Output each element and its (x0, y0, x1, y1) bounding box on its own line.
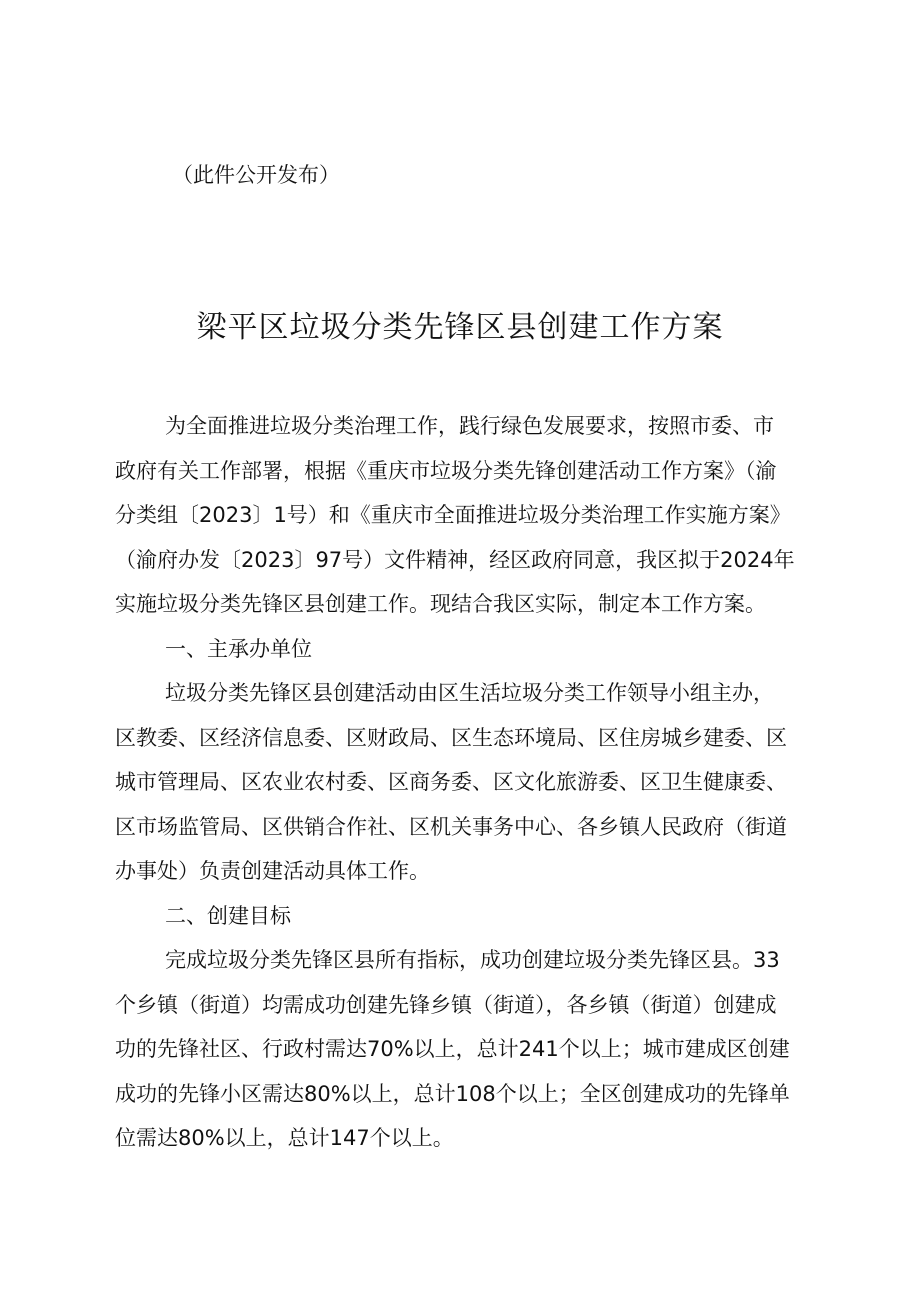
paragraph-goals-line: 功的先锋社区、行政村需达70%以上，总计241个以上；城市建成区创建 (115, 1037, 790, 1061)
paragraph-organizers-line: 区教委、区经济信息委、区财政局、区生态环境局、区住房城乡建委、区 (115, 725, 787, 750)
paragraph-goals-line: 个乡镇（街道）均需成功创建先锋乡镇（街道），各乡镇（街道）创建成 (115, 992, 777, 1017)
paragraph-goals-line: 成功的先锋小区需达80%以上，总计108个以上；全区创建成功的先锋单 (115, 1081, 790, 1106)
document-body (115, 404, 815, 1161)
paragraph-organizers-line: 办事处）负责创建活动具体工作。 (115, 859, 430, 883)
paragraph-intro-line: （渝府办发〔2023〕97号）文件精神，经区政府同意，我区拟于2024年 (115, 547, 795, 572)
publication-notice: （此件公开发布） (172, 163, 340, 187)
document-title: 梁平区垃圾分类先锋区县创建工作方案 (196, 310, 724, 345)
paragraph-organizers-line: 区市场监管局、区供销合作社、区机关事务中心、各乡镇人民政府（街道 (115, 814, 787, 839)
paragraph-intro-line: 分类组〔2023〕1号）和《重庆市全面推进垃圾分类治理工作实施方案》 (115, 503, 791, 527)
paragraph-organizers-line: 垃圾分类先锋区县创建活动由区生活垃圾分类工作领导小组主办， (165, 681, 774, 705)
paragraph-goals-line: 位需达80%以上，总计147个以上。 (115, 1126, 454, 1150)
paragraph-intro-line: 政府有关工作部署，根据《重庆市垃圾分类先锋创建活动工作方案》（渝 (115, 458, 777, 483)
section-heading-organizers: 一、主承办单位 (165, 636, 312, 661)
paragraph-goals-line: 完成垃圾分类先锋区县所有指标，成功创建垃圾分类先锋区县。33 (165, 948, 780, 972)
paragraph-intro-line: 实施垃圾分类先锋区县创建工作。现结合我区实际，制定本工作方案。 (115, 592, 766, 616)
paragraph-intro-line: 为全面推进垃圾分类治理工作，践行绿色发展要求，按照市委、市 (165, 414, 774, 438)
paragraph-organizers-line: 城市管理局、区农业农村委、区商务委、区文化旅游委、区卫生健康委、 (115, 770, 787, 794)
section-heading-goals: 二、创建目标 (165, 903, 291, 928)
